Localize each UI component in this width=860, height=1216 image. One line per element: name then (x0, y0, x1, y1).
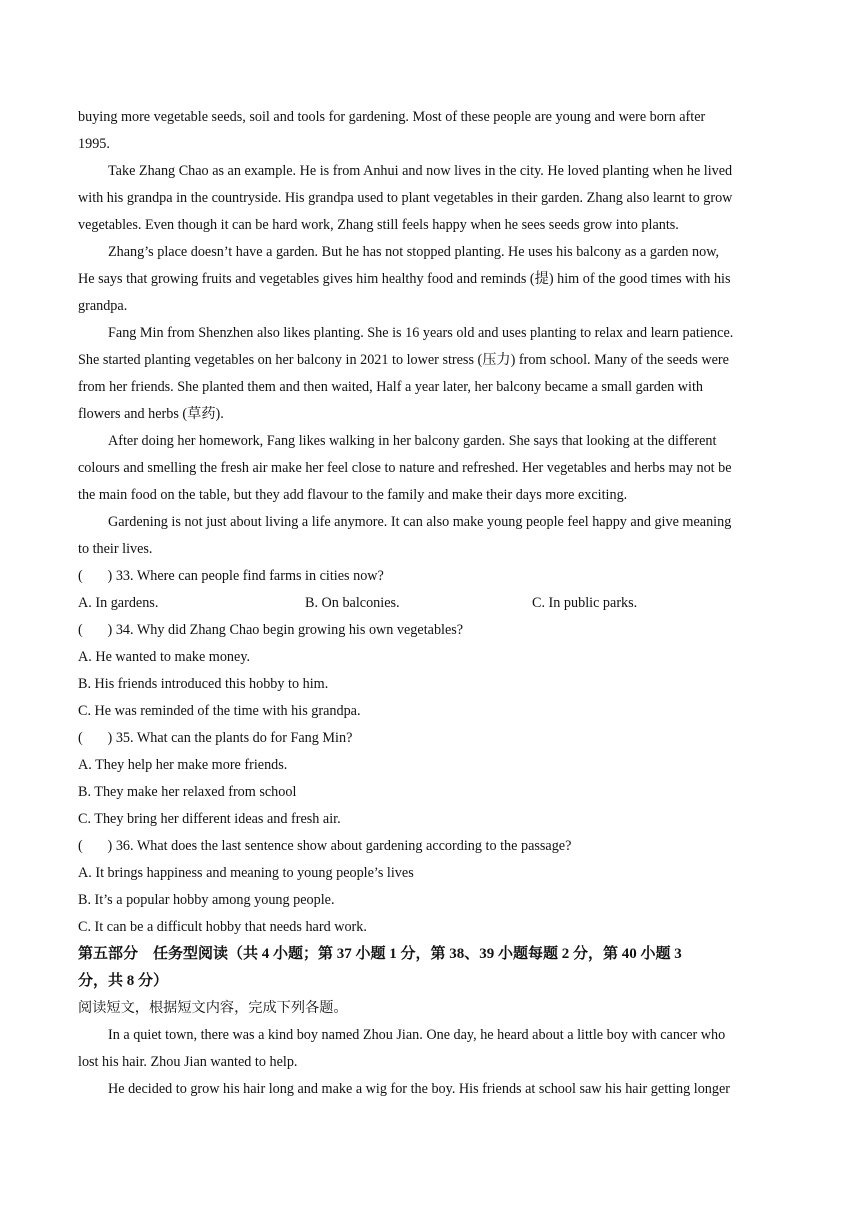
section-title-continued: 分，共 8 分） (78, 973, 169, 989)
exam-page (78, 104, 780, 1103)
option-a: A. They help her make more friends. (78, 757, 288, 773)
question-34 (78, 617, 780, 725)
passage-line: grandpa. (78, 298, 128, 314)
option-b: B. They make her relaxed from school (78, 784, 297, 800)
passage-line: Gardening is not just about living a life anymore. It can also make young people feel happy and give meaning (108, 514, 732, 530)
option-c: C. They bring her different ideas and fresh air. (78, 811, 341, 827)
question-stem: ( ) 34. Why did Zhang Chao begin growing his own vegetables? (78, 622, 464, 638)
passage-line: lost his hair. Zhou Jian wanted to help. (78, 1054, 298, 1070)
question-35 (78, 725, 780, 833)
option-b: B. It’s a popular hobby among young people. (78, 892, 335, 908)
option-b: B. On balconies. (305, 595, 400, 611)
passage-line: colours and smelling the fresh air make her feel close to nature and refreshed. Her vegetables and herbs may not be (78, 460, 732, 476)
option-b: B. His friends introduced this hobby to him. (78, 676, 329, 692)
option-a: A. He wanted to make money. (78, 649, 251, 665)
passage-line: to their lives. (78, 541, 153, 557)
passage-line: After doing her homework, Fang likes walking in her balcony garden. She says that looking at the different (108, 433, 717, 449)
passage-line: Take Zhang Chao as an example. He is from Anhui and now lives in the city. He loved planting when he lived (108, 163, 733, 179)
answer-options (78, 590, 780, 617)
passage-line: She started planting vegetables on her balcony in 2021 to lower stress (压力) from school. Many of the seeds were (78, 352, 729, 368)
passage-line: vegetables. Even though it can be hard work, Zhang still feels happy when he sees seeds grow into plants. (78, 217, 679, 233)
passage-gardening (78, 104, 780, 563)
question-stem: ( ) 35. What can the plants do for Fang Min? (78, 730, 353, 746)
question-36 (78, 833, 780, 941)
option-c: C. In public parks. (532, 595, 638, 611)
passage-line: buying more vegetable seeds, soil and tools for gardening. Most of these people are young and were born after (78, 109, 706, 125)
section-instruction: 阅读短文，根据短文内容，完成下列各题。 (78, 1000, 348, 1016)
section-title: 第五部分 任务型阅读（共 4 小题；第 37 小题 1 分，第 38、39 小题每题 2 分，第 40 小题 3 (78, 946, 682, 962)
passage-line: with his grandpa in the countryside. His grandpa used to plant vegetables in their garden. Zhang also learnt to grow (78, 190, 733, 206)
passage-line: Zhang’s place doesn’t have a garden. But he has not stopped planting. He uses his balcony as a garden now, (108, 244, 720, 260)
question-stem: ( ) 33. Where can people find farms in cities now? (78, 568, 384, 584)
option-c: C. It can be a difficult hobby that needs hard work. (78, 919, 367, 935)
option-a: A. It brings happiness and meaning to young people’s lives (78, 865, 414, 881)
passage-line: the main food on the table, but they add flavour to the family and make their days more exciting. (78, 487, 628, 503)
passage-line: from her friends. She planted them and then waited, Half a year later, her balcony became a small garden with (78, 379, 704, 395)
passage-line: He says that growing fruits and vegetables gives him healthy food and reminds (提) him of the good times with his (78, 271, 731, 287)
option-a: A. In gardens. (78, 595, 159, 611)
passage-line: Fang Min from Shenzhen also likes planting. She is 16 years old and uses planting to relax and learn patience. (108, 325, 734, 341)
passage-line: In a quiet town, there was a kind boy named Zhou Jian. One day, he heard about a little boy with cancer who (108, 1027, 726, 1043)
question-stem: ( ) 36. What does the last sentence show about gardening according to the passage? (78, 838, 572, 854)
option-c: C. He was reminded of the time with his grandpa. (78, 703, 361, 719)
section-5 (78, 941, 780, 1103)
passage-line: He decided to grow his hair long and make a wig for the boy. His friends at school saw his hair getting longer (108, 1081, 730, 1097)
passage-line: flowers and herbs (草药). (78, 406, 224, 422)
passage-line: 1995. (78, 136, 110, 152)
question-33 (78, 563, 780, 617)
